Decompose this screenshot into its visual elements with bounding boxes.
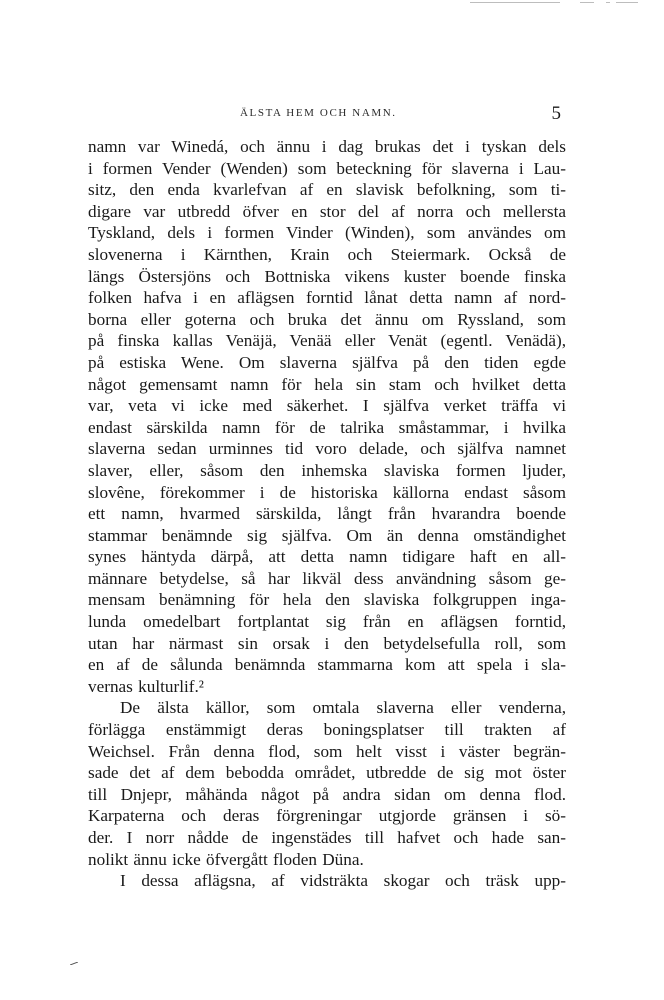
- text-line: folken hafva i en aflägsen forntid lånat detta namn af nord-: [88, 288, 566, 308]
- scan-edge-marks: [0, 0, 664, 8]
- text-line: der. I norr nådde de ingenstädes till hafvet och hade san-: [88, 828, 566, 847]
- text-line: Weichsel. Från denna flod, som helt visst i väster begrän-: [88, 741, 566, 761]
- text-line: digare var utbredd öfver en stor del af norra och mellersta: [88, 201, 566, 221]
- text-line: slaver, eller, såsom den inhemska slaviska formen ljuder,: [88, 460, 566, 480]
- running-title: ÄLSTA HEM OCH NAMN.: [240, 107, 397, 119]
- text-line: borna eller goterna och bruka det ännu om Ryssland, som: [88, 309, 566, 329]
- text-line: till Dnjepr, måhända något på andra sidan om denna flod.: [88, 784, 566, 804]
- text-line: synes häntyda därpå, att detta namn tidigare haft en all-: [88, 547, 566, 567]
- text-line: männare betydelse, så har likväl dess användning såsom ge-: [88, 568, 566, 588]
- text-line: förlägga enstämmigt deras boningsplatser till trakten af: [88, 720, 566, 740]
- text-line: slovenerna i Kärnthen, Krain och Steiermark. Också de: [88, 244, 566, 264]
- running-head: [90, 103, 565, 125]
- text-line: på estiska Wene. Om slaverna själfva på den tiden egde: [88, 352, 566, 372]
- page-number: 5: [551, 103, 561, 124]
- text-line: Tyskland, dels i formen Vinder (Winden), som användes om: [88, 223, 566, 243]
- text-line: något gemensamt namn för hela sin stam och hvilket detta: [88, 374, 566, 394]
- text-line: stammar benämnde sig själfva. Om än denna omständighet: [88, 525, 566, 545]
- text-line: vernas kulturlif.²: [88, 676, 204, 696]
- text-line: De älsta källor, som omtala slaverna eller venderna,: [120, 698, 566, 718]
- text-line: endast särskilda namn för de talrika småstammar, i hvilka: [88, 417, 566, 437]
- text-line: slovêne, förekommer i de historiska källorna endast såsom: [88, 482, 566, 502]
- text-line: sade det af dem bebodda området, utbredde de sig mot öster: [88, 763, 566, 783]
- text-line: på finska kallas Venäjä, Venää eller Venät (egentl. Venädä),: [88, 331, 566, 351]
- text-line: var, veta vi icke med säkerhet. I själfva verket träffa vi: [88, 396, 566, 416]
- text-line: namn var Winedá, och ännu i dag brukas det i tyskan dels: [88, 137, 566, 156]
- text-line: sitz, den enda kvarlefvan af en slavisk befolkning, som ti-: [88, 180, 566, 200]
- text-line: längs Östersjöns och Bottniska vikens kuster boende finska: [88, 266, 566, 286]
- text-line: en af de sålunda benämnda stammarna kom att spela i sla-: [88, 655, 566, 675]
- text-line: ett namn, hvarmed särskilda, långt från hvarandra boende: [88, 504, 566, 524]
- body-text: [88, 136, 566, 892]
- text-line: slaverna sedan urminnes tid voro delade, och själfva namnet: [88, 439, 566, 459]
- text-line: nolikt ännu icke öfvergått floden Düna.: [88, 849, 364, 869]
- text-line: lunda omedelbart fortplantat sig från en aflägsen forntid,: [88, 612, 566, 632]
- text-line: utan har närmast sin orsak i den betydelsefulla roll, som: [88, 633, 566, 653]
- text-line: i formen Vender (Wenden) som beteckning för slaverna i Lau-: [88, 158, 566, 178]
- text-line: Karpaterna och deras förgreningar utgjorde gränsen i sö-: [88, 806, 566, 826]
- text-line: mensam benämning för hela den slaviska folkgruppen inga-: [88, 590, 566, 610]
- text-line: I dessa aflägsna, af vidsträkta skogar och träsk upp-: [120, 871, 566, 891]
- scan-smudge-mark: [70, 962, 78, 965]
